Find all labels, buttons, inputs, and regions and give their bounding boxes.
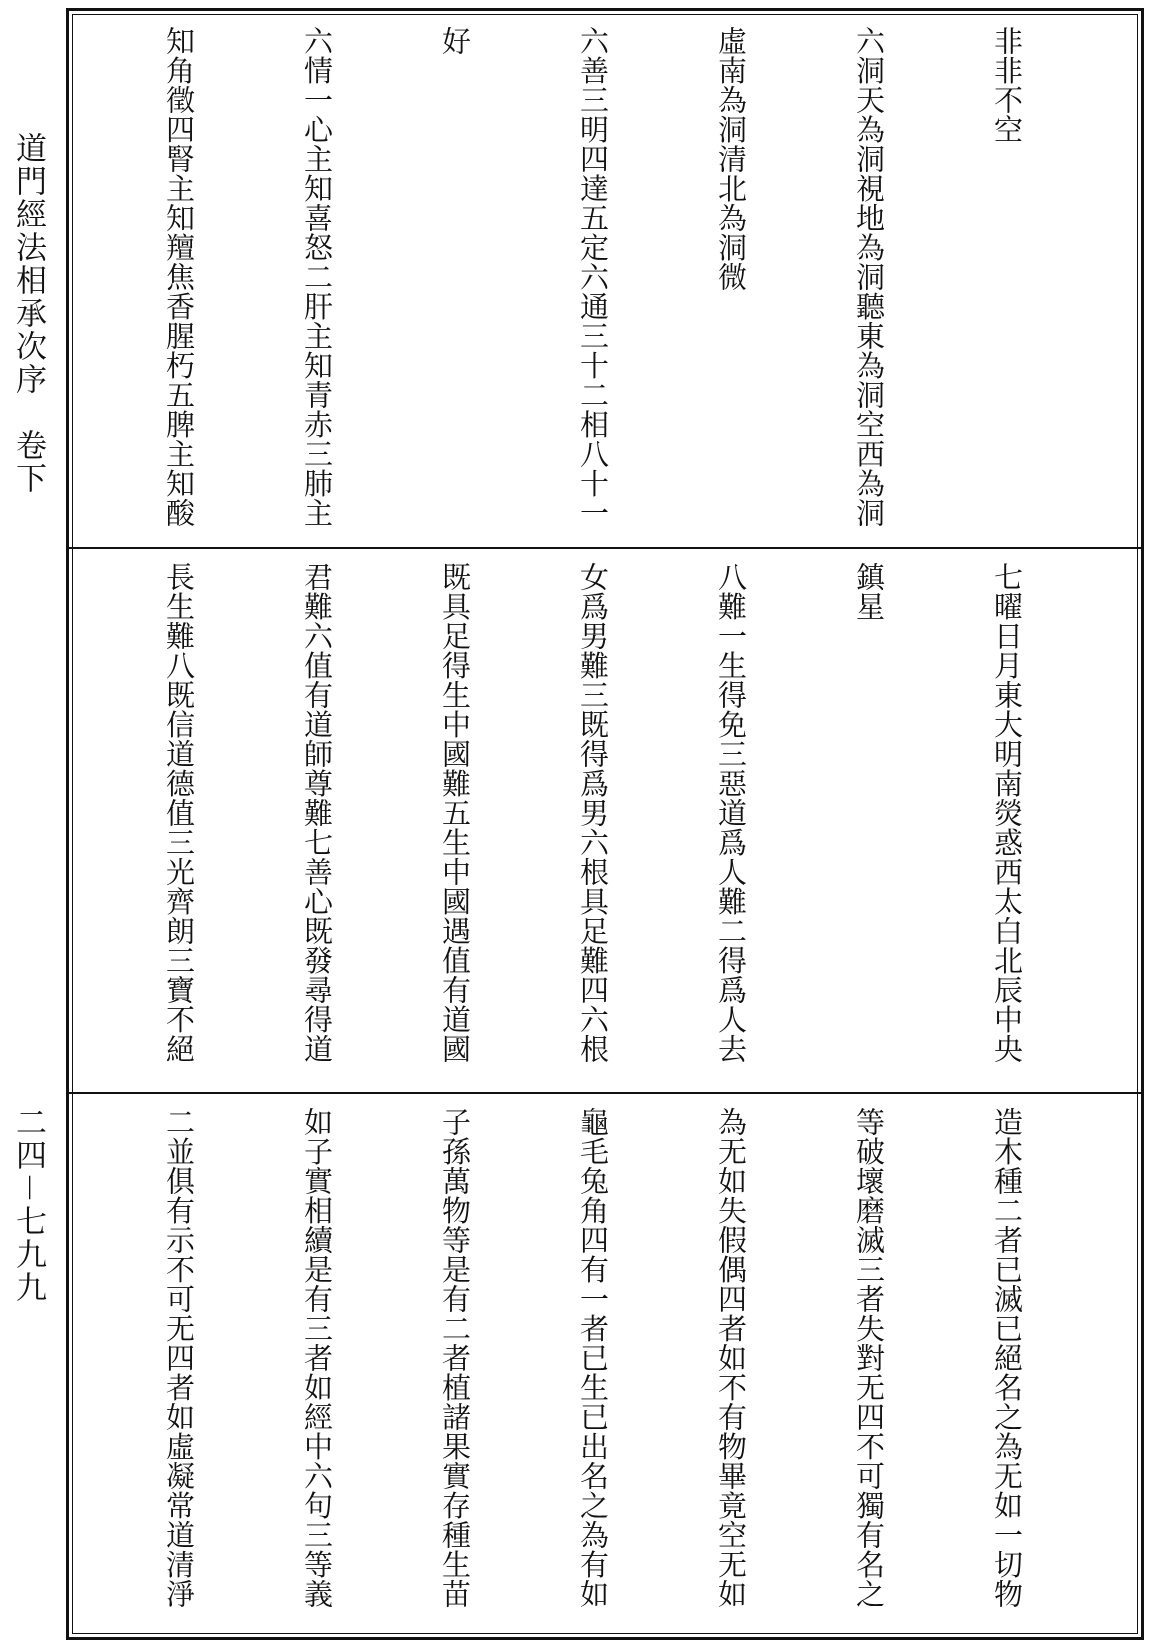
text-column: 六情一心主知喜怒二肝主知青赤三肺主 (300, 26, 334, 528)
upper-text-columns (116, 26, 1122, 536)
page-number: 二四－七九九 (10, 1106, 46, 1304)
text-column: 子孫萬物等是有二者植諸果實存種生苗 (438, 1107, 472, 1609)
text-column: 君難六值有道師尊難七善心既發尋得道 (300, 562, 334, 1064)
text-column: 女爲男難三既得爲男六根具足難四六根 (576, 562, 610, 1064)
middle-register (66, 548, 1144, 1093)
lower-register (66, 1093, 1144, 1636)
text-column: 六洞天為洞視地為洞聽東為洞空西為洞 (852, 26, 886, 528)
text-column: 六善三明四達五定六通三十二相八十一 (576, 26, 610, 528)
text-column: 八難一生得免三惡道爲人難二得爲人去 (714, 562, 748, 1064)
text-column: 好 (438, 26, 472, 56)
upper-register (66, 12, 1144, 548)
running-title: 道門經法相承次序 卷下 (10, 132, 46, 495)
text-column: 為无如失假偶四者如不有物畢竟空无如 (714, 1107, 748, 1609)
text-column: 非非不空 (990, 26, 1024, 144)
text-column: 二並俱有示不可无四者如虛凝常道清淨 (162, 1107, 196, 1609)
text-column: 知角徵四腎主知羶焦香腥朽五脾主知酸 (162, 26, 196, 528)
text-column: 長生難八既信道德值三光齊朗三寶不絕 (162, 562, 196, 1064)
lower-text-columns (116, 1107, 1122, 1624)
text-column: 龜毛兔角四有一者已生已出名之為有如 (576, 1107, 610, 1609)
text-column: 如子實相續是有三者如經中六句三等義 (300, 1107, 334, 1609)
text-column: 既具足得生中國難五生中國遇值有道國 (438, 562, 472, 1064)
text-column: 虛南為洞清北為洞微 (714, 26, 748, 292)
text-column: 造木種二者已滅已絕名之為无如一切物 (990, 1107, 1024, 1609)
text-column: 等破壞磨滅三者失對无四不可獨有名之 (852, 1107, 886, 1609)
text-column: 鎮星 (852, 562, 886, 621)
middle-text-columns (116, 562, 1122, 1081)
text-column: 七曜日月東大明南熒惑西太白北辰中央 (990, 562, 1024, 1064)
